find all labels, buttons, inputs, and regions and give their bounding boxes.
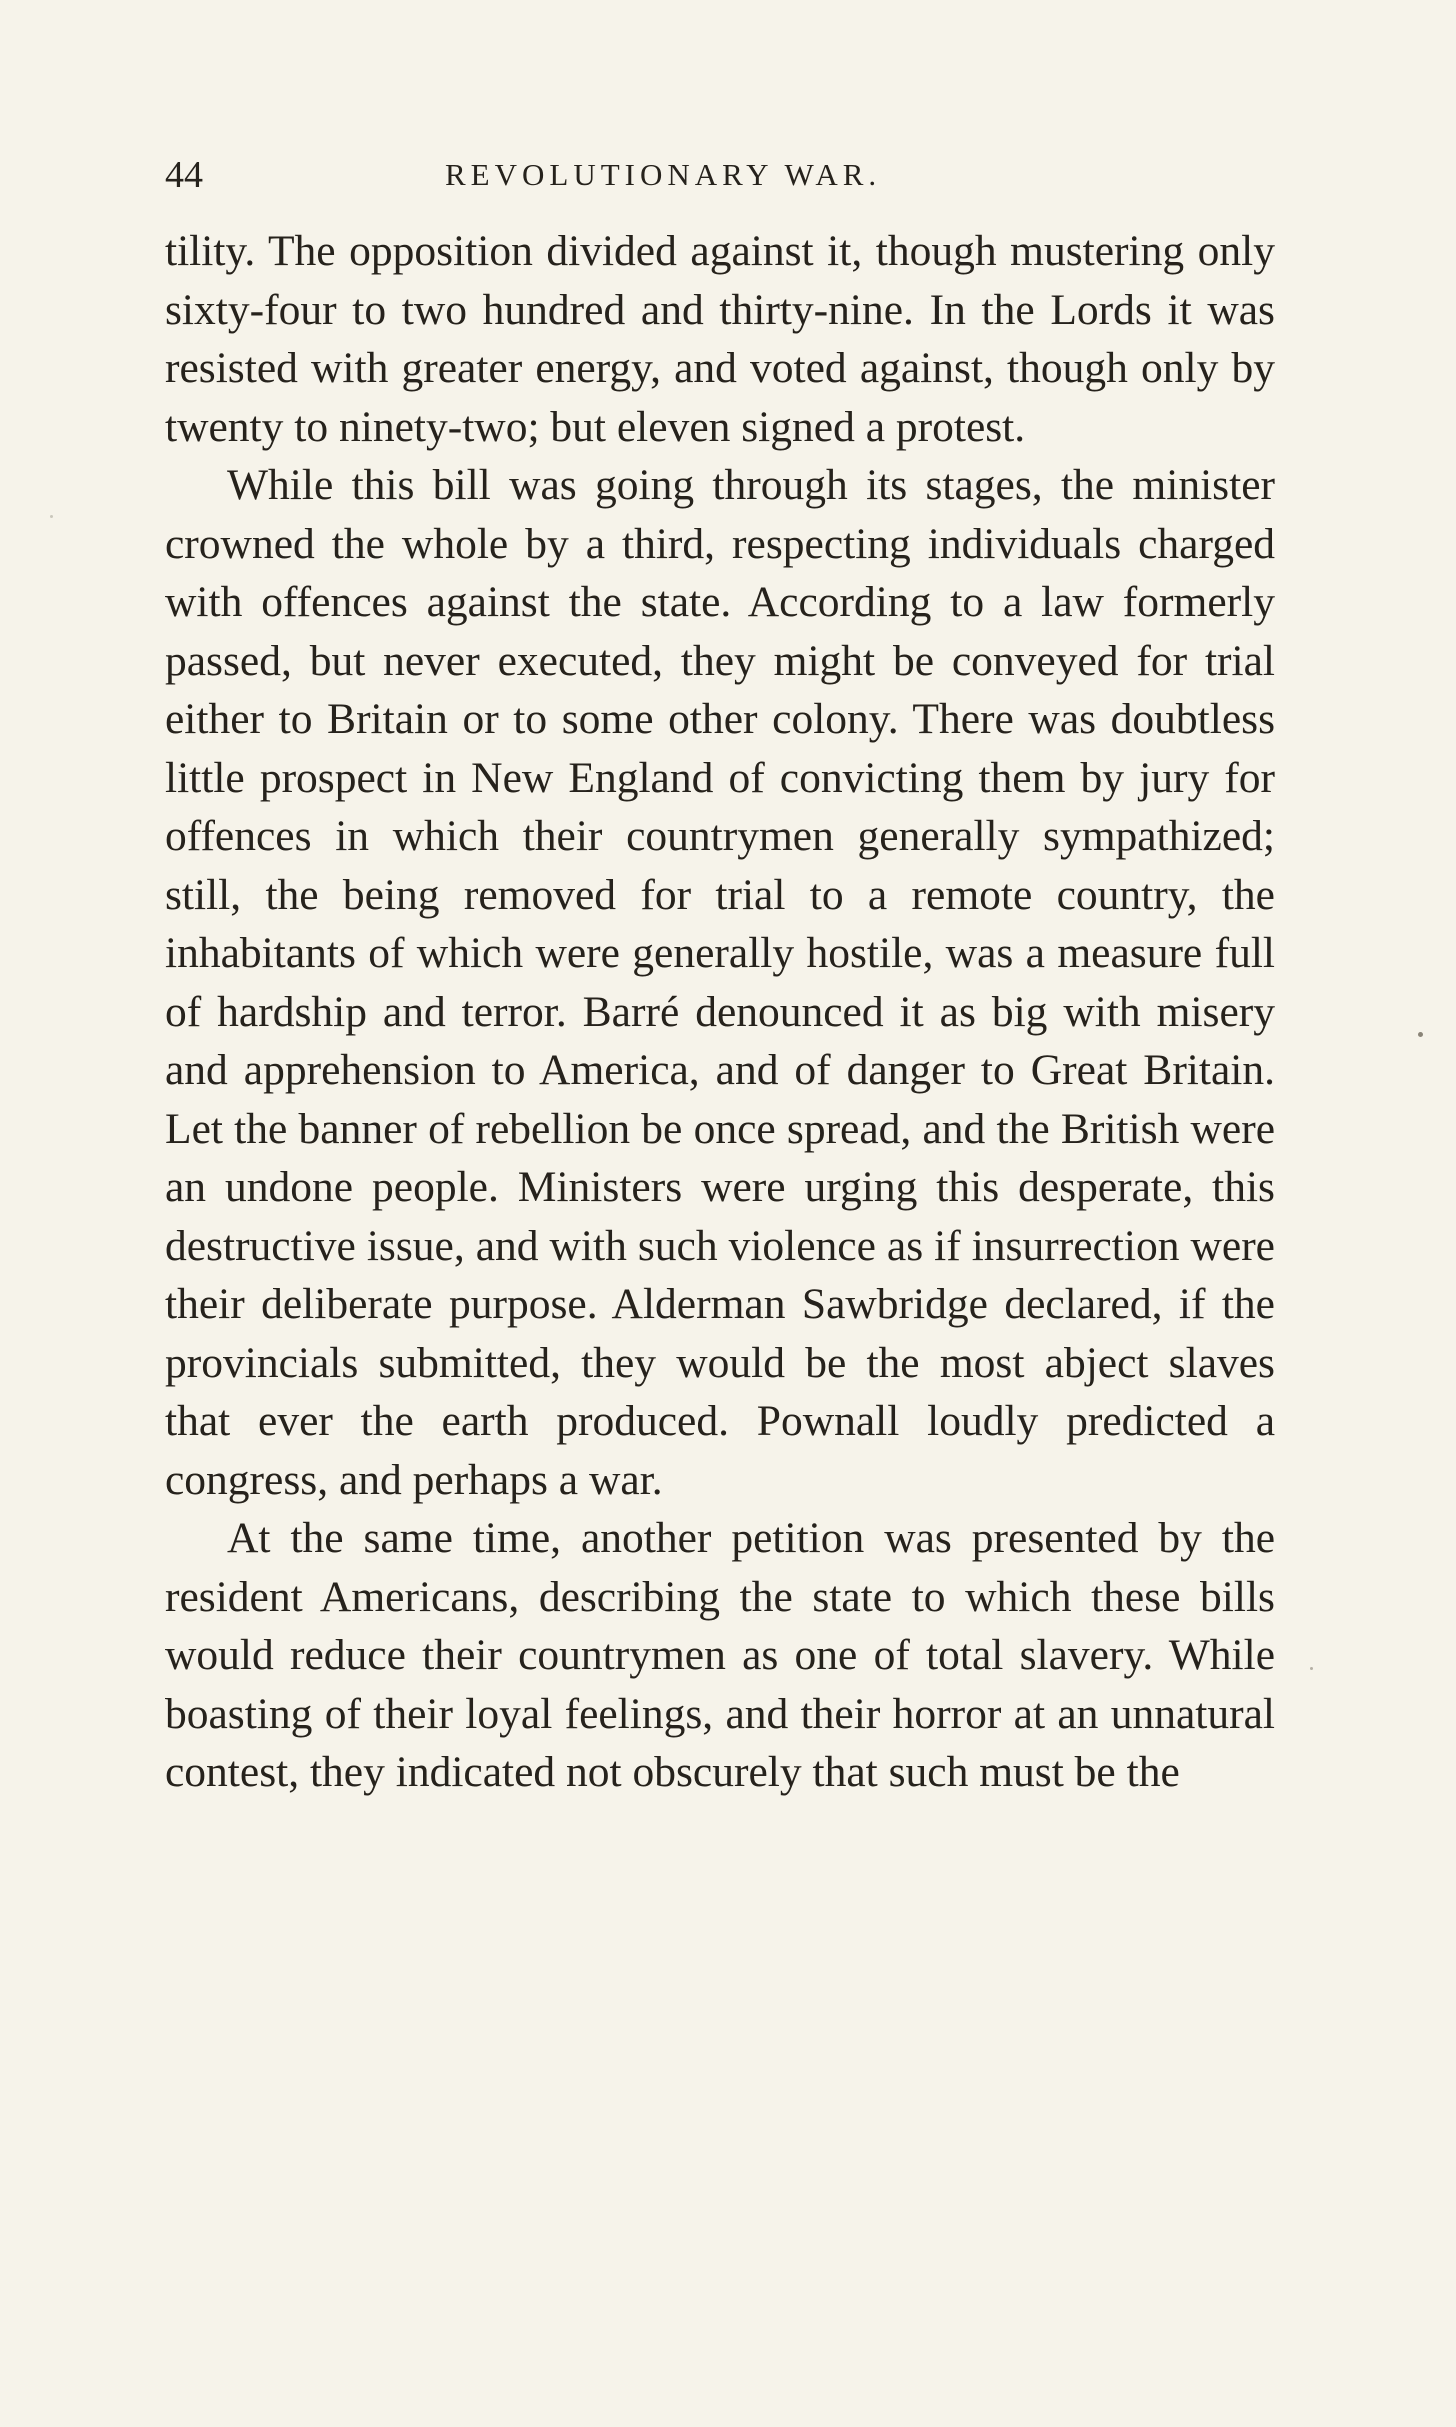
paragraph: At the same time, another petition was presented by the resident Americans, describing the state to which these bills would reduce their countrymen as one of total slavery. While boasting of their loyal feelings, and their horror at an unnatural contest, they indicated not obscurely that such must be the bbox=[165, 1514, 1275, 1796]
page-number: 44 bbox=[165, 154, 203, 196]
page-header bbox=[165, 150, 1275, 200]
paragraph: While this bill was going through its stages, the minister crowned the whole by a third, respecting individuals charged with offences against the state. According to a law formerly passed, but never executed, they might be conveyed for trial either to Britain or to some other colony. There was doubtless little prospect in New England of convicting them by jury for offences in which their countrymen generally sympathized; still, the being removed for trial to a remote country, the inhabitants of which were generally hostile, was a measure full of hardship and terror. Barré denounced it as big with misery and apprehension to America, and of danger to Great Britain. Let the banner of rebellion be once spread, and the British were an undone people. Ministers were urging this desperate, this destructive issue, and with such violence as if insurrection were their deliberate purpose. Alderman Sawbridge declared, if the provincials submitted, they would be the most abject slaves that ever the earth produced. Pownall loudly predicted a congress, and perhaps a war. bbox=[165, 461, 1275, 1504]
paper-speck bbox=[1418, 1032, 1423, 1037]
body-text bbox=[165, 222, 1275, 1802]
paper-speck bbox=[50, 515, 53, 518]
paragraph-continued: tility. The opposition divided against it, though mustering only sixty-four to two hundred and thirty-nine. In the Lords it was resisted with greater energy, and voted against, though only by twenty to ninety-two; but eleven signed a protest. bbox=[165, 227, 1275, 451]
running-head: REVOLUTIONARY WAR. bbox=[445, 157, 882, 192]
paper-speck bbox=[1310, 1667, 1313, 1670]
